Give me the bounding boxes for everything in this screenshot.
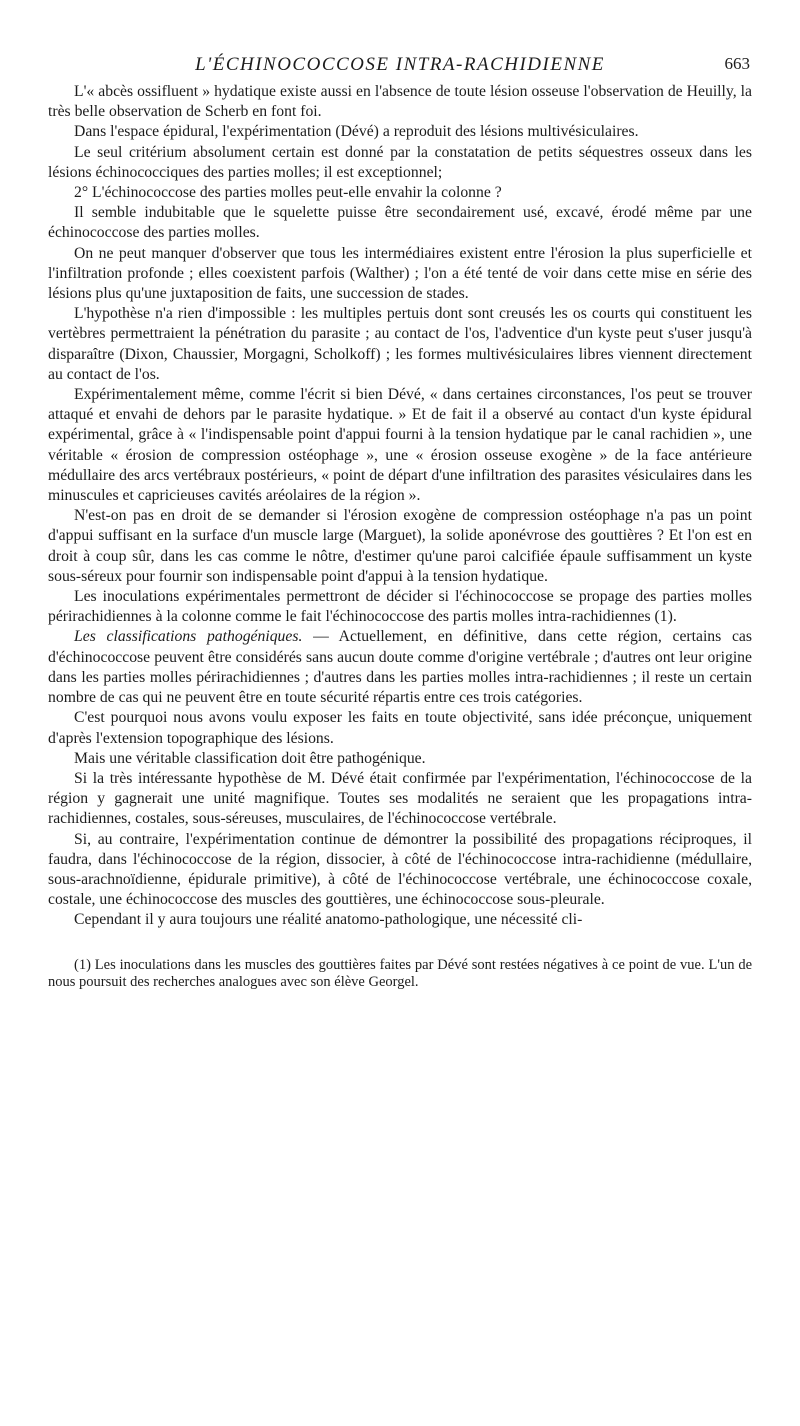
paragraph: Les inoculations expérimentales permettront de décider si l'échinococcose se propage des parties molles périrachidiennes à la colonne comme le fait l'échinococcose des partis molles intra-rachidiennes (1). [48, 588, 752, 626]
body-text [48, 82, 752, 931]
section-text: — Actuellement, en définitive, dans cette région, certains cas d'échinococcose peuvent être considérés sans aucun doute comme d'origine vertébrale ; d'autres ont leur origine dans les parties molles périrachidiennes ; d'autres dans les parties molles intra-rachidiennes ; il reste un certain nombre de cas qui ne peuvent être en toute sécurité répartis entre ces trois catégories. [48, 628, 752, 707]
footnote [48, 957, 752, 992]
footnotes [48, 957, 752, 992]
paragraph: On ne peut manquer d'observer que tous les intermédiaires existent entre l'érosion la plus superficielle et l'infiltration profonde ; elles coexistent parfois (Walther) ; l'on a été tenté de voir dans cette mise en série des lésions plus qu'une juxtaposition de faits, une succession de stades. [48, 244, 752, 303]
paragraph: Dans l'espace épidural, l'expérimentation (Dévé) a reproduit des lésions multivésiculaires. [74, 123, 639, 141]
footnote-text: Les inoculations dans les muscles des gouttières faites par Dévé sont restées négatives à ce point de vue. L'un de nous poursuit des recherches analogues avec son élève Georgel. [48, 956, 752, 991]
page-header [48, 48, 752, 82]
paragraph: Expérimentalement même, comme l'écrit si bien Dévé, « dans certaines circonstances, l'os peut se trouver attaqué et envahi de dehors par le parasite hydatique. » Et de fait il a observé au contact d'un kyste épidural expérimental, grâce à « l'indispensable point d'appui fourni à la tension hydatique par le canal rachidien », une véritable « érosion de compression ostéophage », une « érosion osseuse exogène » de la face antérieure médullaire des arcs vertébraux postérieurs, « point de départ d'une infiltration des parasites vésiculaires dans les minuscules et capricieuses cavités aréolaires de la région ». [48, 386, 752, 505]
running-title: L'ÉCHINOCOCCOSE INTRA-RACHIDIENNE [195, 54, 605, 75]
paragraph: Mais une véritable classification doit être pathogénique. [74, 749, 426, 767]
paragraph: L'« abcès ossifluent » hydatique existe aussi en l'absence de toute lésion osseuse l'observation de Heuilly, la très belle observation de Scherb en font foi. [48, 83, 752, 121]
page-number: 663 [724, 54, 750, 73]
paragraph: L'hypothèse n'a rien d'impossible : les multiples pertuis dont sont creusés les os courts qui constituent les vertèbres permettraient la pénétration du parasite ; au contact de l'os, l'adventice d'un kyste peut s'user jusqu'à disparaître (Dixon, Chaussier, Morgagni, Scholkoff) ; les formes multivésiculaires libres viennent directement au contact de l'os. [48, 305, 752, 383]
paragraph: Il semble indubitable que le squelette puisse être secondairement usé, excavé, érodé même par une échinococcose des parties molles. [48, 204, 752, 242]
paragraph: 2° L'échinococcose des parties molles peut-elle envahir la colonne ? [74, 184, 502, 202]
paragraph: N'est-on pas en droit de se demander si l'érosion exogène de compression ostéophage n'a pas un point d'appui suffisant en la surface d'un muscle large (Marguet), la solide aponévrose des gouttières ? Et l'on est en droit à coup sûr, dans les cas comme le nôtre, d'estimer qu'une paroi calcifiée épaule suffisamment un kyste sous-séreux pour fournir son indispensable point d'appui à la tension hydatique. [48, 507, 752, 585]
footnote-marker: (1) [74, 956, 91, 973]
paragraph: C'est pourquoi nous avons voulu exposer les faits en toute objectivité, sans idée préconçue, uniquement d'après l'extension topographique des lésions. [48, 709, 752, 747]
book-page [48, 48, 752, 992]
section-paragraph [48, 627, 752, 708]
paragraph: Le seul critérium absolument certain est donné par la constatation de petits séquestres osseux dans les lésions échinococciques des parties molles; il est exceptionnel; [48, 143, 752, 181]
paragraph: Si la très intéressante hypothèse de M. Dévé était confirmée par l'expérimentation, l'échinococcose de la région y gagnerait une unité magnifique. Toutes ses modalités ne seraient que les propagations intra-rachidiennes, costales, sous-séreuses, musculaires, de l'échinococcose vertébrale. [48, 769, 752, 828]
section-heading: Les classifications pathogéniques. [74, 628, 303, 646]
paragraph: Si, au contraire, l'expérimentation continue de démontrer la possibilité des propagations réciproques, il faudra, dans l'échinococcose de la région, dissocier, à côté de l'échinococcose intra-rachidienne (médullaire, sous-arachnoïdienne, épidurale primitive), à côté de l'échinococcose vertébrale, une échinococcose coxale, costale, une échinococcose des muscles des gouttières, une échinococcose sous-pleurale. [48, 830, 752, 909]
paragraph: Cependant il y aura toujours une réalité anatomo-pathologique, une nécessité cli- [74, 911, 583, 929]
